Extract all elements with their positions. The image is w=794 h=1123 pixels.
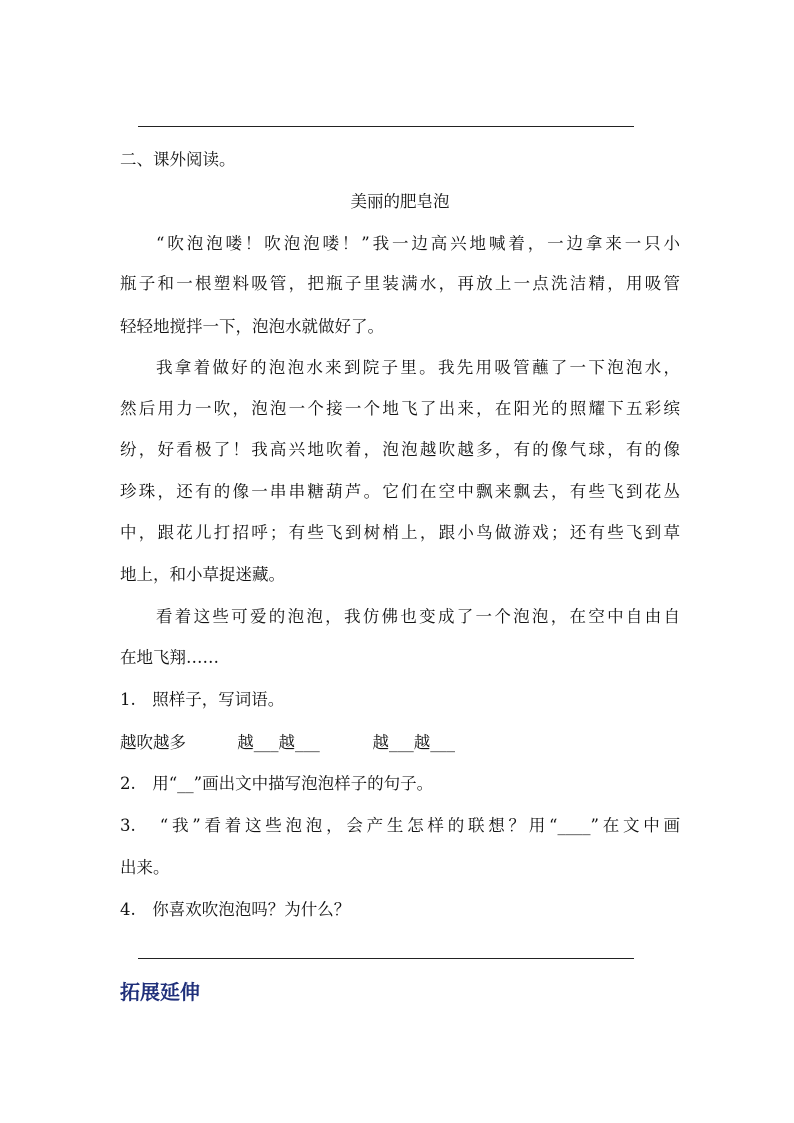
question-1-words [120,731,680,755]
section-heading: 二、课外阅读。 [120,150,236,169]
article-title: 美丽的肥皂泡 [350,192,450,211]
paragraph-line: 然后用力一吹，泡泡一个接一个地飞了出来，在阳光的照耀下五彩缤 [120,399,680,418]
question-3: 3. “我”看着这些泡泡，会产生怎样的联想？用“____”在文中画 [120,816,680,835]
top-divider [138,126,634,127]
paragraph-line: 中，跟花儿打招呼；有些飞到树梢上，跟小鸟做游戏；还有些飞到草 [120,523,680,542]
question-4: 4. 你喜欢吹泡泡吗？为什么？ [120,900,351,919]
paragraph-line: 我拿着做好的泡泡水来到院子里。我先用吸管蘸了一下泡泡水， [156,358,680,377]
extension-title: 拓展延伸 [120,980,200,1004]
question-3-continued: 出来。 [120,858,170,877]
bottom-divider [138,958,634,959]
question-2: 2. 用“__”画出文中描写泡泡样子的句子。 [120,774,434,793]
word-example: 越吹越多 [120,733,186,752]
paragraph-line: 珍珠，还有的像一串串糖葫芦。它们在空中飘来飘去，有些飞到花丛 [120,482,680,501]
paragraph-line: 瓶子和一根塑料吸管，把瓶子里装满水，再放上一点洗洁精，用吸管 [120,274,680,293]
question-1: 1. 照样子，写词语。 [120,690,285,709]
word-blank-a: 越___越___ [237,733,320,752]
word-blank-b: 越___越___ [372,733,455,752]
paragraph-line: 纷，好看极了！我高兴地吹着，泡泡越吹越多，有的像气球，有的像 [120,440,680,459]
paragraph-line: 看着这些可爱的泡泡，我仿佛也变成了一个泡泡，在空中自由自 [156,607,680,626]
paragraph-line: “吹泡泡喽！吹泡泡喽！”我一边高兴地喊着，一边拿来一只小 [156,234,680,253]
paragraph-line: 在地飞翔…… [120,648,219,667]
paragraph-line: 地上，和小草捉迷藏。 [120,565,285,584]
paragraph-line: 轻轻地搅拌一下，泡泡水就做好了。 [120,317,384,336]
